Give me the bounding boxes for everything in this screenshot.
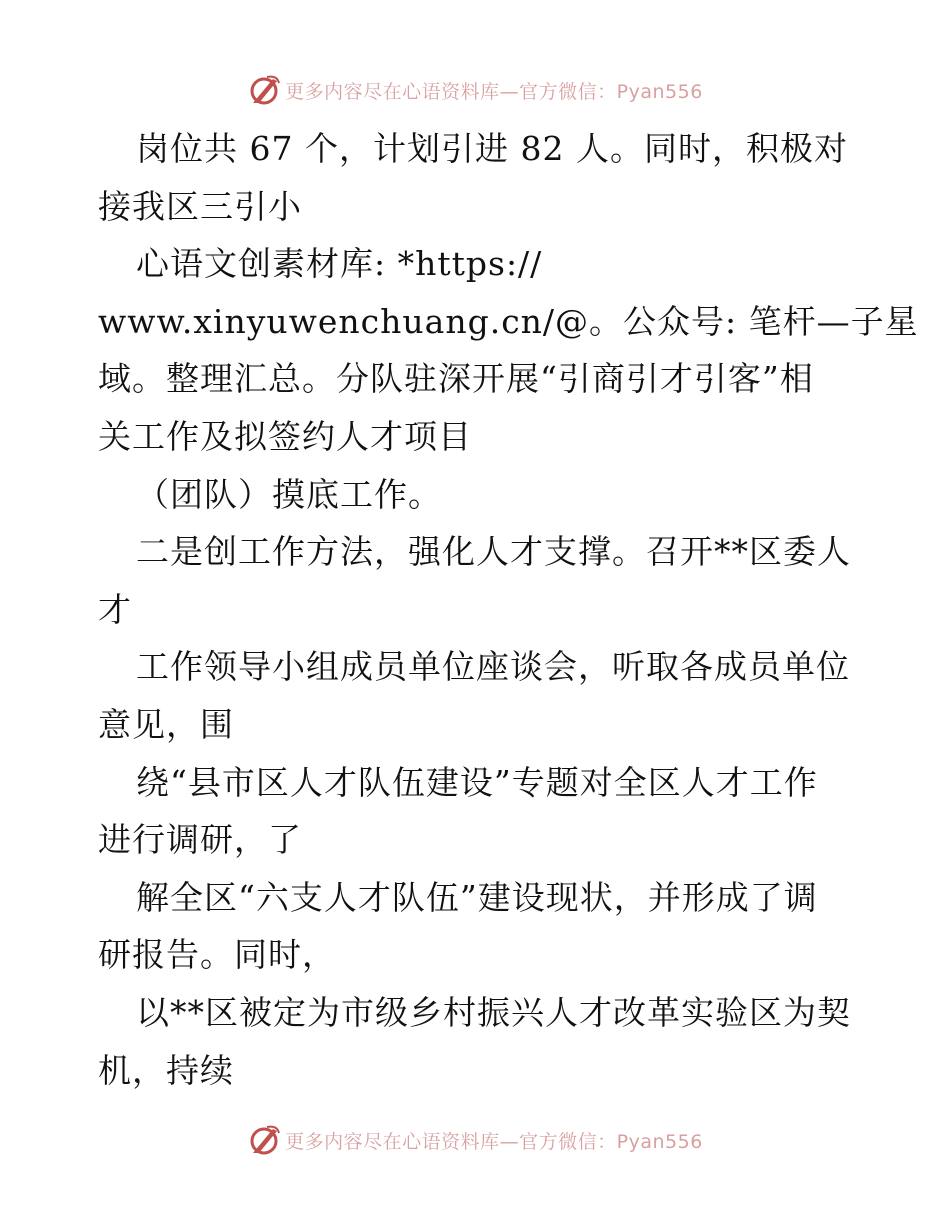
- body-line: （团队）摸底工作。: [136, 474, 442, 514]
- quill-pen-logo-icon: [247, 73, 281, 107]
- body-line: 绕“县市区人才队伍建设”专题对全区人才工作: [136, 762, 818, 802]
- body-line: 以**区被定为市级乡村振兴人才改革实验区为契: [136, 992, 851, 1032]
- body-line: 二是创工作方法，强化人才支撑。召开**区委人: [136, 532, 851, 572]
- body-line: 心语文创素材库: *https://: [136, 244, 543, 284]
- body-line: www.xinyuwenchuang.cn/@。公众号: 笔杆—子星: [98, 301, 919, 341]
- body-line: 机，持续: [98, 1050, 234, 1090]
- body-line: 进行调研，了: [98, 820, 302, 860]
- body-line: 岗位共 67 个，计划引进 82 人。同时，积极对: [136, 129, 848, 168]
- quill-pen-logo-icon: [247, 1123, 281, 1157]
- header-banner: [0, 70, 950, 110]
- footer-banner: [0, 1120, 950, 1160]
- footer-banner-text: 更多内容尽在心语资料库—官方微信：Pyan556: [285, 1130, 703, 1153]
- body-line: 研报告。同时，: [98, 935, 336, 975]
- body-line: 域。整理汇总。分队驻深开展“引商引才引客”相: [98, 359, 814, 399]
- body-line: 工作领导小组成员单位座谈会，听取各成员单位: [136, 647, 850, 687]
- body-line: 接我区三引小: [98, 186, 302, 226]
- body-line: 意见，围: [98, 704, 234, 744]
- body-line: 才: [98, 589, 132, 629]
- header-banner-text: 更多内容尽在心语资料库—官方微信：Pyan556: [285, 80, 703, 103]
- document-body: [98, 120, 919, 1099]
- body-line: 关工作及拟签约人才项目: [98, 416, 472, 456]
- body-line: 解全区“六支人才队伍”建设现状，并形成了调: [136, 877, 818, 917]
